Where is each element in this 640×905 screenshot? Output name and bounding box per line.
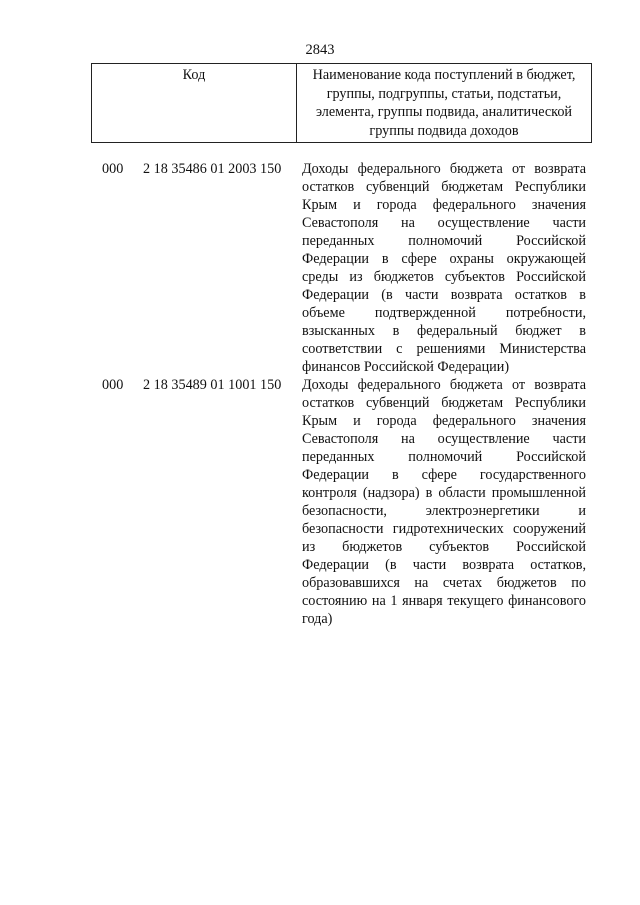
table-row xyxy=(0,160,640,376)
revenue-code: 2 18 35486 01 2003 150 xyxy=(143,161,282,177)
table-body xyxy=(0,160,640,628)
admin-code: 000 xyxy=(102,161,124,177)
name-column-header: Наименование кода поступлений в бюджет, группы, подгруппы, статьи, подстатьи, элемента, группы подвида, аналитической группы подвида доходов xyxy=(312,67,576,139)
revenue-description: Доходы федерального бюджета от возврата остатков субвенций бюджетам Республики Крым и города федерального значения Севастополя на осуществление части переданных полномочий Российской Федерации в сфере охраны окружающей среды из бюджетов субъектов Российской Федерации (в части возврата остатков в объеме подтвержденной потребности, взысканных в федеральный бюджет в соответствии с решениями Министерства финансов Российской Федерации) xyxy=(302,161,586,375)
table-header xyxy=(91,63,592,143)
table-row xyxy=(0,376,640,628)
code-column-header: Код xyxy=(92,64,297,142)
admin-code: 000 xyxy=(102,377,124,393)
revenue-description: Доходы федерального бюджета от возврата остатков субвенций бюджетам Республики Крым и города федерального значения Севастополя на осуществление части переданных полномочий Российской Федерации в сфере государственного контроля (надзора) в области промышленной безопасности, электроэнергетики и безопасности гидротехнических сооружений из бюджетов субъектов Российской Федерации (в части возврата остатков, образовавшихся на счетах бюджетов по состоянию на 1 января текущего финансового года) xyxy=(302,377,586,627)
revenue-code: 2 18 35489 01 1001 150 xyxy=(143,377,282,393)
page-number: 2843 xyxy=(305,42,335,58)
